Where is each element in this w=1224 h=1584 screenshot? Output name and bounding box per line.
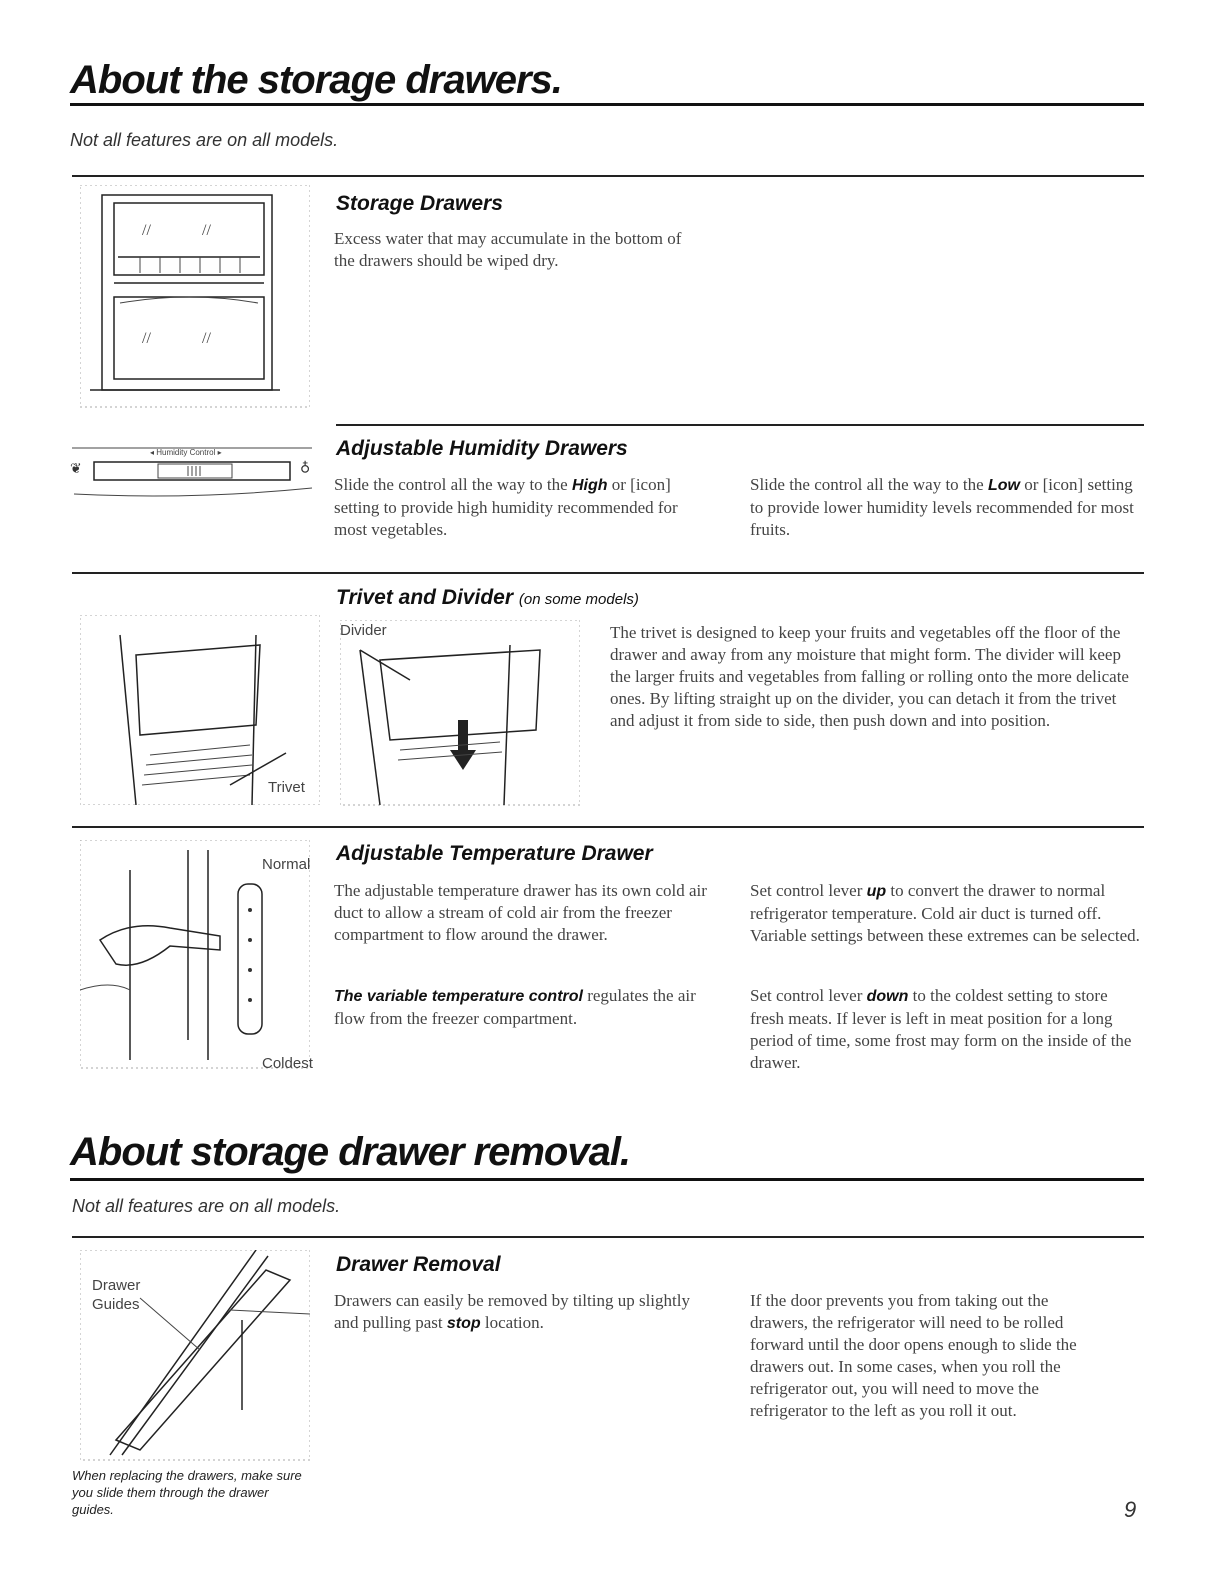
humidity-heading: Adjustable Humidity Drawers [336,437,628,460]
drawer-removal-heading: Drawer Removal [336,1253,501,1276]
page-number: 9 [1124,1497,1137,1522]
humidity-col1-pre: Slide the control all the way to the [334,475,568,494]
normal-label: Normal [262,856,311,873]
temperature-control-illustration [80,840,310,1070]
trivet-heading-main: Trivet and Divider [336,586,514,609]
humidity-high-term: High [571,477,608,494]
humidity-col2-post: or [icon] setting to provide lower humidity levels recommended for most fruits. [750,475,1134,539]
drawer-removal-col1 [334,1290,714,1335]
temperature-col2-up [750,880,1140,947]
humidity-col2-pre: Slide the control all the way to the [750,475,984,494]
coldest-label: Coldest [262,1055,313,1072]
section-rule [72,572,1144,574]
drawer-removal-col1-post: location. [484,1313,544,1332]
section-rule [72,826,1144,828]
temperature-col1-text: The adjustable temperature drawer has its own cold air duct to allow a stream of cold air from the freezer compartment to flow around the drawer. [334,881,707,944]
models-note-2: Not all features are on all models. [72,1196,341,1216]
temperature-col2b-post: to the coldest setting to store fresh meats. If lever is left in meat position for a long period of time, some frost may form on the inside of the drawer. [750,986,1132,1072]
section2-title: About storage drawer removal. [70,1130,631,1174]
divider-illustration [340,620,580,810]
apple-icon: ♁ [300,460,311,475]
trivet-text: The trivet is designed to keep your fruits and vegetables off the floor of the drawer and away from any moisture that might form. The divider will keep the larger fruits and vegetables from falling or rolling onto the more delicate ones. By lifting straight up on the divider, you can detach it from the trivet and adjust it from side to side, then push down and into position. [610,623,1129,730]
guides-label: Guides [92,1296,140,1313]
storage-drawers-text: Excess water that may accumulate in the bottom of the drawers should be wiped dry. [334,229,682,270]
stop-term: stop [446,1315,481,1332]
temperature-col1-control [334,985,714,1030]
trivet-heading-sub: (on some models) [518,591,639,608]
page-title: About the storage drawers. [70,58,562,102]
drawer-removal-col2: If the door prevents you from taking out the drawers, the refrigerator will need to be rolled forward until the door opens enough to slide the drawers out. In some cases, when you roll the refrigerator out, you will need to move the refrigerator to the left as you roll it out. [750,1291,1077,1420]
storage-drawers-heading: Storage Drawers [336,192,503,215]
temperature-col2b-pre: Set control lever [750,986,863,1005]
svg-text://: // [142,330,151,347]
humidity-low-term: Low [987,477,1020,494]
humidity-col1 [334,474,704,541]
humidity-col2 [750,474,1140,541]
svg-text://: // [142,222,151,239]
humidity-col1-post: or [icon] setting to provide high humidity recommended for most vegetables. [334,475,678,539]
temperature-col2-down [750,985,1145,1074]
drawer-removal-col1-pre: Drawers can easily be removed by tilting up slightly and pulling past [334,1291,690,1332]
divider-label: Divider [340,622,387,639]
temperature-heading: Adjustable Temperature Drawer [336,842,653,865]
drawer-replacement-caption: When replacing the drawers, make sure you slide them through the drawer guides. [72,1468,302,1517]
svg-text://: // [202,330,211,347]
trivet-illustration [80,615,320,805]
section-rule [72,1236,1144,1238]
trivet-label: Trivet [268,779,305,796]
humidity-control-label: ◂ Humidity Control ▸ [150,448,222,457]
storage-drawers-illustration [80,185,310,410]
up-term: up [866,883,887,900]
down-term: down [866,988,909,1005]
variable-control-term: The variable temperature control [334,988,583,1005]
temperature-col2a-post: to convert the drawer to normal refrigerator temperature. Cold air duct is turned off. Variable settings between these extremes can be selected. [750,881,1140,945]
models-note: Not all features are on all models. [70,130,339,150]
title-rule [70,1178,1144,1181]
svg-text://: // [202,222,211,239]
temperature-col2a-pre: Set control lever [750,881,863,900]
trivet-heading [336,586,639,610]
title-rule [70,103,1144,106]
leaf-icon: ❦ [70,462,82,477]
section-rule [72,175,1144,177]
temperature-col1-post: regulates the air flow from the freezer compartment. [334,986,696,1028]
section-rule [336,424,1144,426]
drawer-label: Drawer [92,1277,141,1294]
